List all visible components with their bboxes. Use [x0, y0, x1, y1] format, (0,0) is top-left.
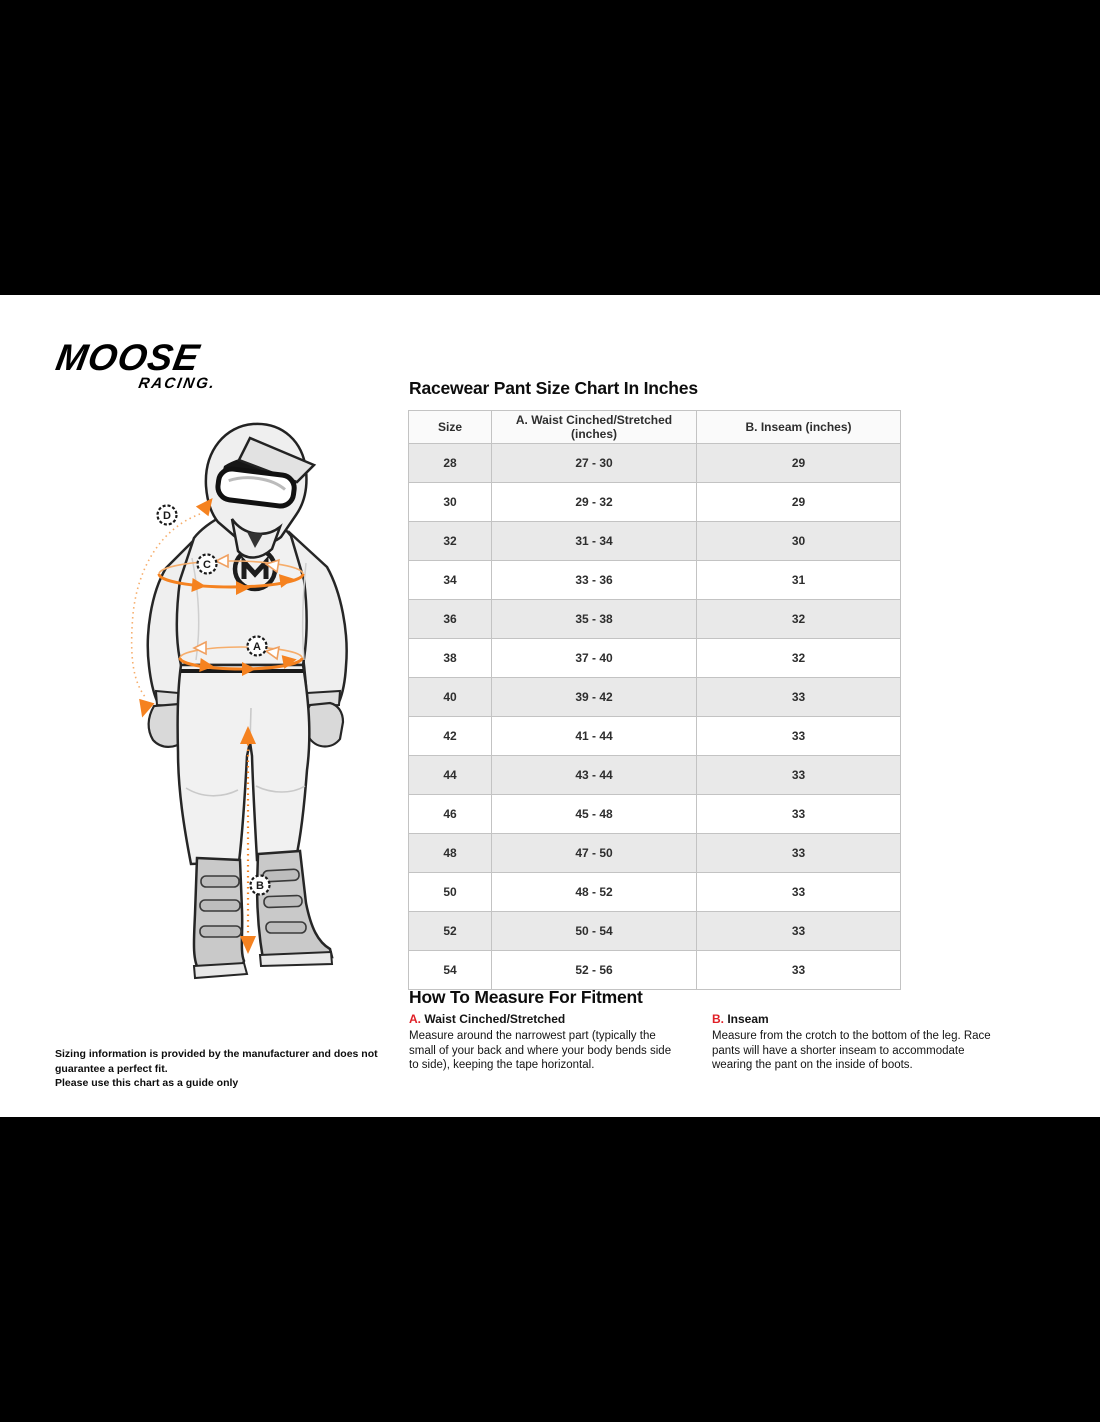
- size-table-row: [409, 912, 901, 951]
- size-table-cell: 33: [697, 756, 901, 795]
- rider-illustration: [100, 408, 410, 988]
- size-table-cell: 33: [697, 873, 901, 912]
- size-table-cell: 36: [409, 600, 492, 639]
- logo-racing-text: RACING.: [137, 375, 218, 393]
- disclaimer-line-2: Please use this chart as a guide only: [55, 1077, 239, 1090]
- size-table-cell: 32: [697, 600, 901, 639]
- measure-letter-a: A.: [409, 1012, 421, 1026]
- size-table-row: [409, 951, 901, 990]
- right-boot: [257, 851, 332, 966]
- size-table-cell: 44: [409, 756, 492, 795]
- left-boot: [194, 858, 247, 978]
- size-table-row: [409, 873, 901, 912]
- measure-section-inseam: [712, 1012, 1002, 1073]
- measure-body-a: Measure around the narrowest part (typically the small of your back and where your body bends side to side), keeping the tape horizontal.: [409, 1029, 672, 1072]
- disclaimer-line-1: Sizing information is provided by the manufacturer and does not guarantee a perfect fit.: [55, 1048, 378, 1075]
- size-table-cell: 33: [697, 678, 901, 717]
- size-table-cell: 33: [697, 795, 901, 834]
- measure-letter-b: B.: [712, 1012, 724, 1026]
- size-table-cell: 43 - 44: [492, 756, 697, 795]
- right-glove: [306, 703, 344, 747]
- size-table-cell: 31 - 34: [492, 522, 697, 561]
- size-table-cell: 33: [697, 834, 901, 873]
- size-table-cell: 33: [697, 717, 901, 756]
- size-table-row: [409, 756, 901, 795]
- size-table-row: [409, 483, 901, 522]
- measure-title-a: Waist Cinched/Stretched: [424, 1012, 566, 1026]
- measure-section-waist-title: [409, 1012, 683, 1028]
- size-table-cell: 50 - 54: [492, 912, 697, 951]
- size-table-cell: 42: [409, 717, 492, 756]
- size-table-cell: 27 - 30: [492, 444, 697, 483]
- column-header-size: Size: [409, 411, 492, 444]
- size-table-cell: 28: [409, 444, 492, 483]
- size-table-row: [409, 639, 901, 678]
- size-table-cell: 34: [409, 561, 492, 600]
- size-table-cell: 37 - 40: [492, 639, 697, 678]
- measure-section-waist: [409, 1012, 683, 1073]
- size-table-row: [409, 522, 901, 561]
- table-header-row: [409, 411, 901, 444]
- label-a: A: [253, 641, 261, 653]
- size-table-body: [409, 444, 901, 990]
- size-table-cell: 39 - 42: [492, 678, 697, 717]
- moose-racing-logo: [50, 337, 229, 393]
- label-b: B: [256, 880, 264, 892]
- measure-section-inseam-title: [712, 1012, 1002, 1028]
- size-table-cell: 45 - 48: [492, 795, 697, 834]
- size-table-cell: 29: [697, 483, 901, 522]
- size-table-row: [409, 678, 901, 717]
- top-letterbox-bar: [0, 0, 1100, 295]
- measure-body-b: Measure from the crotch to the bottom of the leg. Race pants will have a shorter inseam to accommodate wearing the pant on the inside of boots.: [712, 1029, 991, 1072]
- sizing-disclaimer: [55, 1047, 415, 1091]
- size-table-cell: 48: [409, 834, 492, 873]
- size-table-cell: 31: [697, 561, 901, 600]
- size-table-row: [409, 717, 901, 756]
- size-table-cell: 38: [409, 639, 492, 678]
- size-table-cell: 50: [409, 873, 492, 912]
- label-d: D: [163, 510, 171, 522]
- size-table-row: [409, 600, 901, 639]
- label-circle-inseam: [251, 876, 270, 895]
- size-table-cell: 52 - 56: [492, 951, 697, 990]
- size-table-cell: 35 - 38: [492, 600, 697, 639]
- size-table-cell: 33: [697, 951, 901, 990]
- label-circle-waist: [248, 637, 267, 656]
- measure-title-b: Inseam: [727, 1012, 769, 1026]
- label-circle-sleeve: [158, 506, 177, 525]
- size-chart-title: Racewear Pant Size Chart In Inches: [409, 378, 698, 398]
- size-table-cell: 40: [409, 678, 492, 717]
- how-to-measure-heading: How To Measure For Fitment: [409, 987, 643, 1007]
- size-table-row: [409, 795, 901, 834]
- column-header-waist: A. Waist Cinched/Stretched (inches): [492, 411, 697, 444]
- label-circle-chest: [198, 555, 217, 574]
- size-table-cell: 52: [409, 912, 492, 951]
- label-c: C: [203, 559, 211, 571]
- size-table-cell: 46: [409, 795, 492, 834]
- size-table-cell: 32: [409, 522, 492, 561]
- logo-moose-text: MOOSE: [52, 337, 203, 378]
- size-table-cell: 41 - 44: [492, 717, 697, 756]
- size-table-cell: 29: [697, 444, 901, 483]
- size-table-row: [409, 561, 901, 600]
- goggles: [216, 467, 295, 507]
- size-table-cell: 30: [409, 483, 492, 522]
- size-table-cell: 33: [697, 912, 901, 951]
- column-header-inseam: B. Inseam (inches): [697, 411, 901, 444]
- bottom-letterbox-bar: [0, 1117, 1100, 1422]
- size-table-cell: 32: [697, 639, 901, 678]
- size-table-cell: 30: [697, 522, 901, 561]
- size-table-row: [409, 834, 901, 873]
- size-table-cell: 33 - 36: [492, 561, 697, 600]
- size-table-cell: 29 - 32: [492, 483, 697, 522]
- size-table-row: [409, 444, 901, 483]
- size-table-cell: 47 - 50: [492, 834, 697, 873]
- size-table-cell: 54: [409, 951, 492, 990]
- size-table-cell: 48 - 52: [492, 873, 697, 912]
- size-chart-table: [408, 410, 901, 990]
- pants: [178, 665, 310, 864]
